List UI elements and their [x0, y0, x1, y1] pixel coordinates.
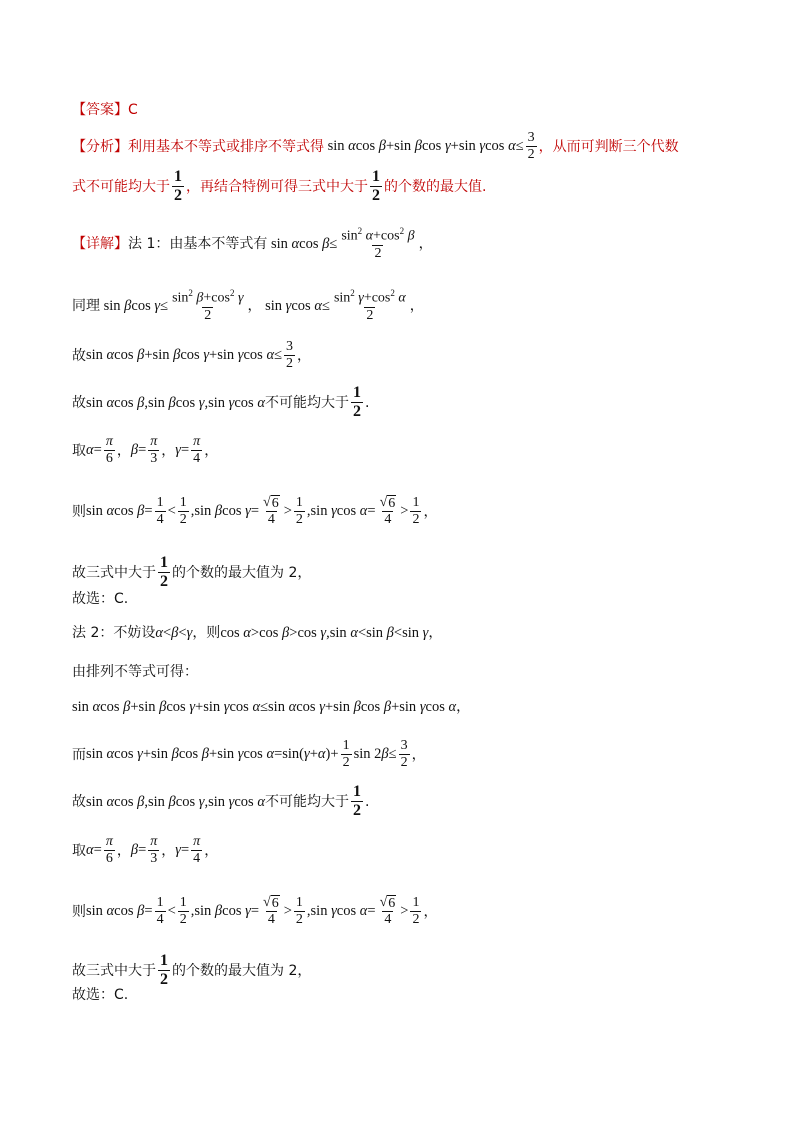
- fraction-half: $\frac{1}{2}$: [352, 783, 361, 820]
- therefore-text: 故: [72, 347, 86, 364]
- take-text: 取: [72, 842, 86, 859]
- not-all-greater-text: 不可能均大于: [264, 394, 349, 411]
- detail-line-17: [72, 988, 128, 1002]
- detail-label: 【详解】: [72, 235, 128, 252]
- detail-line-4: 故 sin αcos β,sin βcos γ,sin γcos α 不可能均大于 $\frac{1}{2}$ .: [72, 384, 370, 421]
- fraction-half: $\frac{1}{2}$: [160, 952, 168, 989]
- therefore-text: 故: [72, 793, 86, 810]
- analysis-expr: sin αcos β+sin βcos γ+sin γcos α≤: [324, 138, 524, 155]
- count-text-2: 的个数的最大值为 2，: [172, 564, 312, 581]
- therefore-text: 故: [72, 394, 86, 411]
- terms-expr: sin αcos β,sin βcos γ,sin γcos α: [86, 394, 265, 411]
- detail-line-3: 故 sin αcos β+sin βcos γ+sin γcos α≤ $\frac{3}{2}$ ，: [72, 339, 312, 372]
- fraction-three-halves: $\frac{3}{2}$: [286, 339, 294, 372]
- fraction-three-halves: $\frac{3}{2}$: [527, 130, 535, 163]
- fraction-am-gm: $\frac{\sin^2 \gamma+\cos^2 \alpha}{2}$: [333, 288, 406, 323]
- fraction-half: $\frac{1}{2}$: [372, 168, 380, 205]
- analysis-label: 【分析】: [72, 138, 128, 155]
- analysis-text-4: ，再结合特例可得三式中大于: [186, 178, 368, 195]
- detail-line-13: 故 sin αcos β,sin βcos γ,sin γcos α 不可能均大于 $\frac{1}{2}$ .: [72, 783, 370, 820]
- answer-value: C: [128, 102, 138, 118]
- answer-label: 【答案】: [72, 102, 128, 118]
- fraction-pi-6: $\frac{\pi}{6}$: [105, 434, 113, 467]
- fraction-pi-3: $\frac{\pi}{3}$: [150, 434, 158, 467]
- then-text: 则: [72, 903, 86, 920]
- detail-line-1: 【详解】 法 1：由基本不等式有 sin αcos β≤ $\frac{\sin^2 \alpha+\cos^2 \beta}{2}$ ，: [72, 226, 433, 261]
- detail-line-14: 取 α= $\frac{\pi}{6}$ ， β= $\frac{\pi}{3}$ ， γ= $\frac{\pi}{4}$ ，: [72, 834, 219, 867]
- detail-line-16: [72, 952, 311, 990]
- detail-line-12: 而 sin αcos γ+sin βcos β+sin γcos α=sin(γ+α)+ $\frac{1}{2}$ sin 2β≤ $\frac{3}{2}$ ，: [72, 738, 426, 771]
- rearrange-text: 由排列不等式可得：: [72, 664, 198, 680]
- count-text-1: 故三式中大于: [72, 564, 156, 581]
- inequality-expr: sin βcos γ≤: [100, 297, 169, 314]
- fraction-am-gm: $\frac{\sin^2 \alpha+\cos^2 \beta}{2}$: [341, 226, 415, 261]
- detail-line-10: [72, 665, 198, 679]
- detail-line-9: 法 2：不妨设 α<β<γ ，则 cos α>cos β>cos γ,sin α<sin β<sin γ ，: [72, 625, 443, 642]
- inequality-expr: sin αcos β≤: [267, 235, 338, 252]
- inequality-expr: sin γcos α≤: [261, 297, 330, 314]
- then-text: 则: [72, 503, 86, 520]
- same-reason-text: 同理: [72, 297, 100, 314]
- fraction-half: $\frac{1}{2}$: [160, 554, 168, 591]
- detail-line-7: [72, 554, 311, 592]
- method1-intro: 法 1：由基本不等式有: [128, 235, 268, 252]
- detail-line-8: [72, 592, 128, 606]
- method2-intro: 法 2：不妨设: [72, 625, 156, 642]
- detail-line-2: 同理 sin βcos γ≤ $\frac{\sin^2 \beta+\cos^2 \gamma}{2}$ ， sin γcos α≤ $\frac{\sin^2 \gamma+\cos^2 \alpha}{2}$ ，: [72, 288, 424, 323]
- analysis-text-2: ，从而可判断三个代数: [538, 138, 679, 155]
- choose-text: 故选：C.: [72, 591, 129, 607]
- fraction-pi-4: $\frac{\pi}{4}$: [193, 434, 201, 467]
- sum-expr: sin αcos β+sin βcos γ+sin γcos α≤: [86, 347, 283, 364]
- analysis-text-1: 利用基本不等式或排序不等式得: [128, 138, 324, 155]
- fraction-am-gm: $\frac{\sin^2 \beta+\cos^2 \gamma}{2}$: [172, 288, 244, 323]
- analysis-line-2: [72, 168, 486, 206]
- analysis-text-3: 式不可能均大于: [72, 178, 170, 195]
- count-text-2: 的个数的最大值为 2，: [172, 962, 312, 979]
- fraction-half: $\frac{1}{2}$: [174, 168, 182, 205]
- take-text: 取: [72, 442, 86, 459]
- choose-text: 故选：C.: [72, 987, 129, 1003]
- answer-line: [72, 103, 138, 117]
- method2-then: ，则: [192, 625, 221, 642]
- detail-line-5: 取 α= $\frac{\pi}{6}$ ， β= $\frac{\pi}{3}$ ， γ= $\frac{\pi}{4}$ ，: [72, 434, 219, 467]
- and-text: 而: [72, 746, 86, 763]
- detail-line-6: 则 sin αcos β= $\frac{1}{4}$ < $\frac{1}{2}$ ,sin βcos γ= √ 6 4 > $\frac{1}{2}$ ,sin γcos α= √ 6 4 > $\frac{1}{2}$ ，: [72, 495, 438, 528]
- detail-line-15: 则 sin αcos β= $\frac{1}{4}$ < $\frac{1}{2}$ ,sin βcos γ= √ 6 4 > $\frac{1}{2}$ ,sin γcos α= √ 6 4 > $\frac{1}{2}$ ，: [72, 895, 438, 928]
- not-all-greater-text: 不可能均大于: [264, 793, 349, 810]
- analysis-text-5: 的个数的最大值.: [384, 178, 487, 195]
- analysis-line-1: [72, 130, 679, 163]
- detail-line-11: sin αcos β+sin βcos γ+sin γcos α≤sin αcos γ+sin βcos β+sin γcos α ，: [72, 699, 471, 716]
- count-text-1: 故三式中大于: [72, 962, 156, 979]
- fraction-half: $\frac{1}{2}$: [352, 384, 361, 421]
